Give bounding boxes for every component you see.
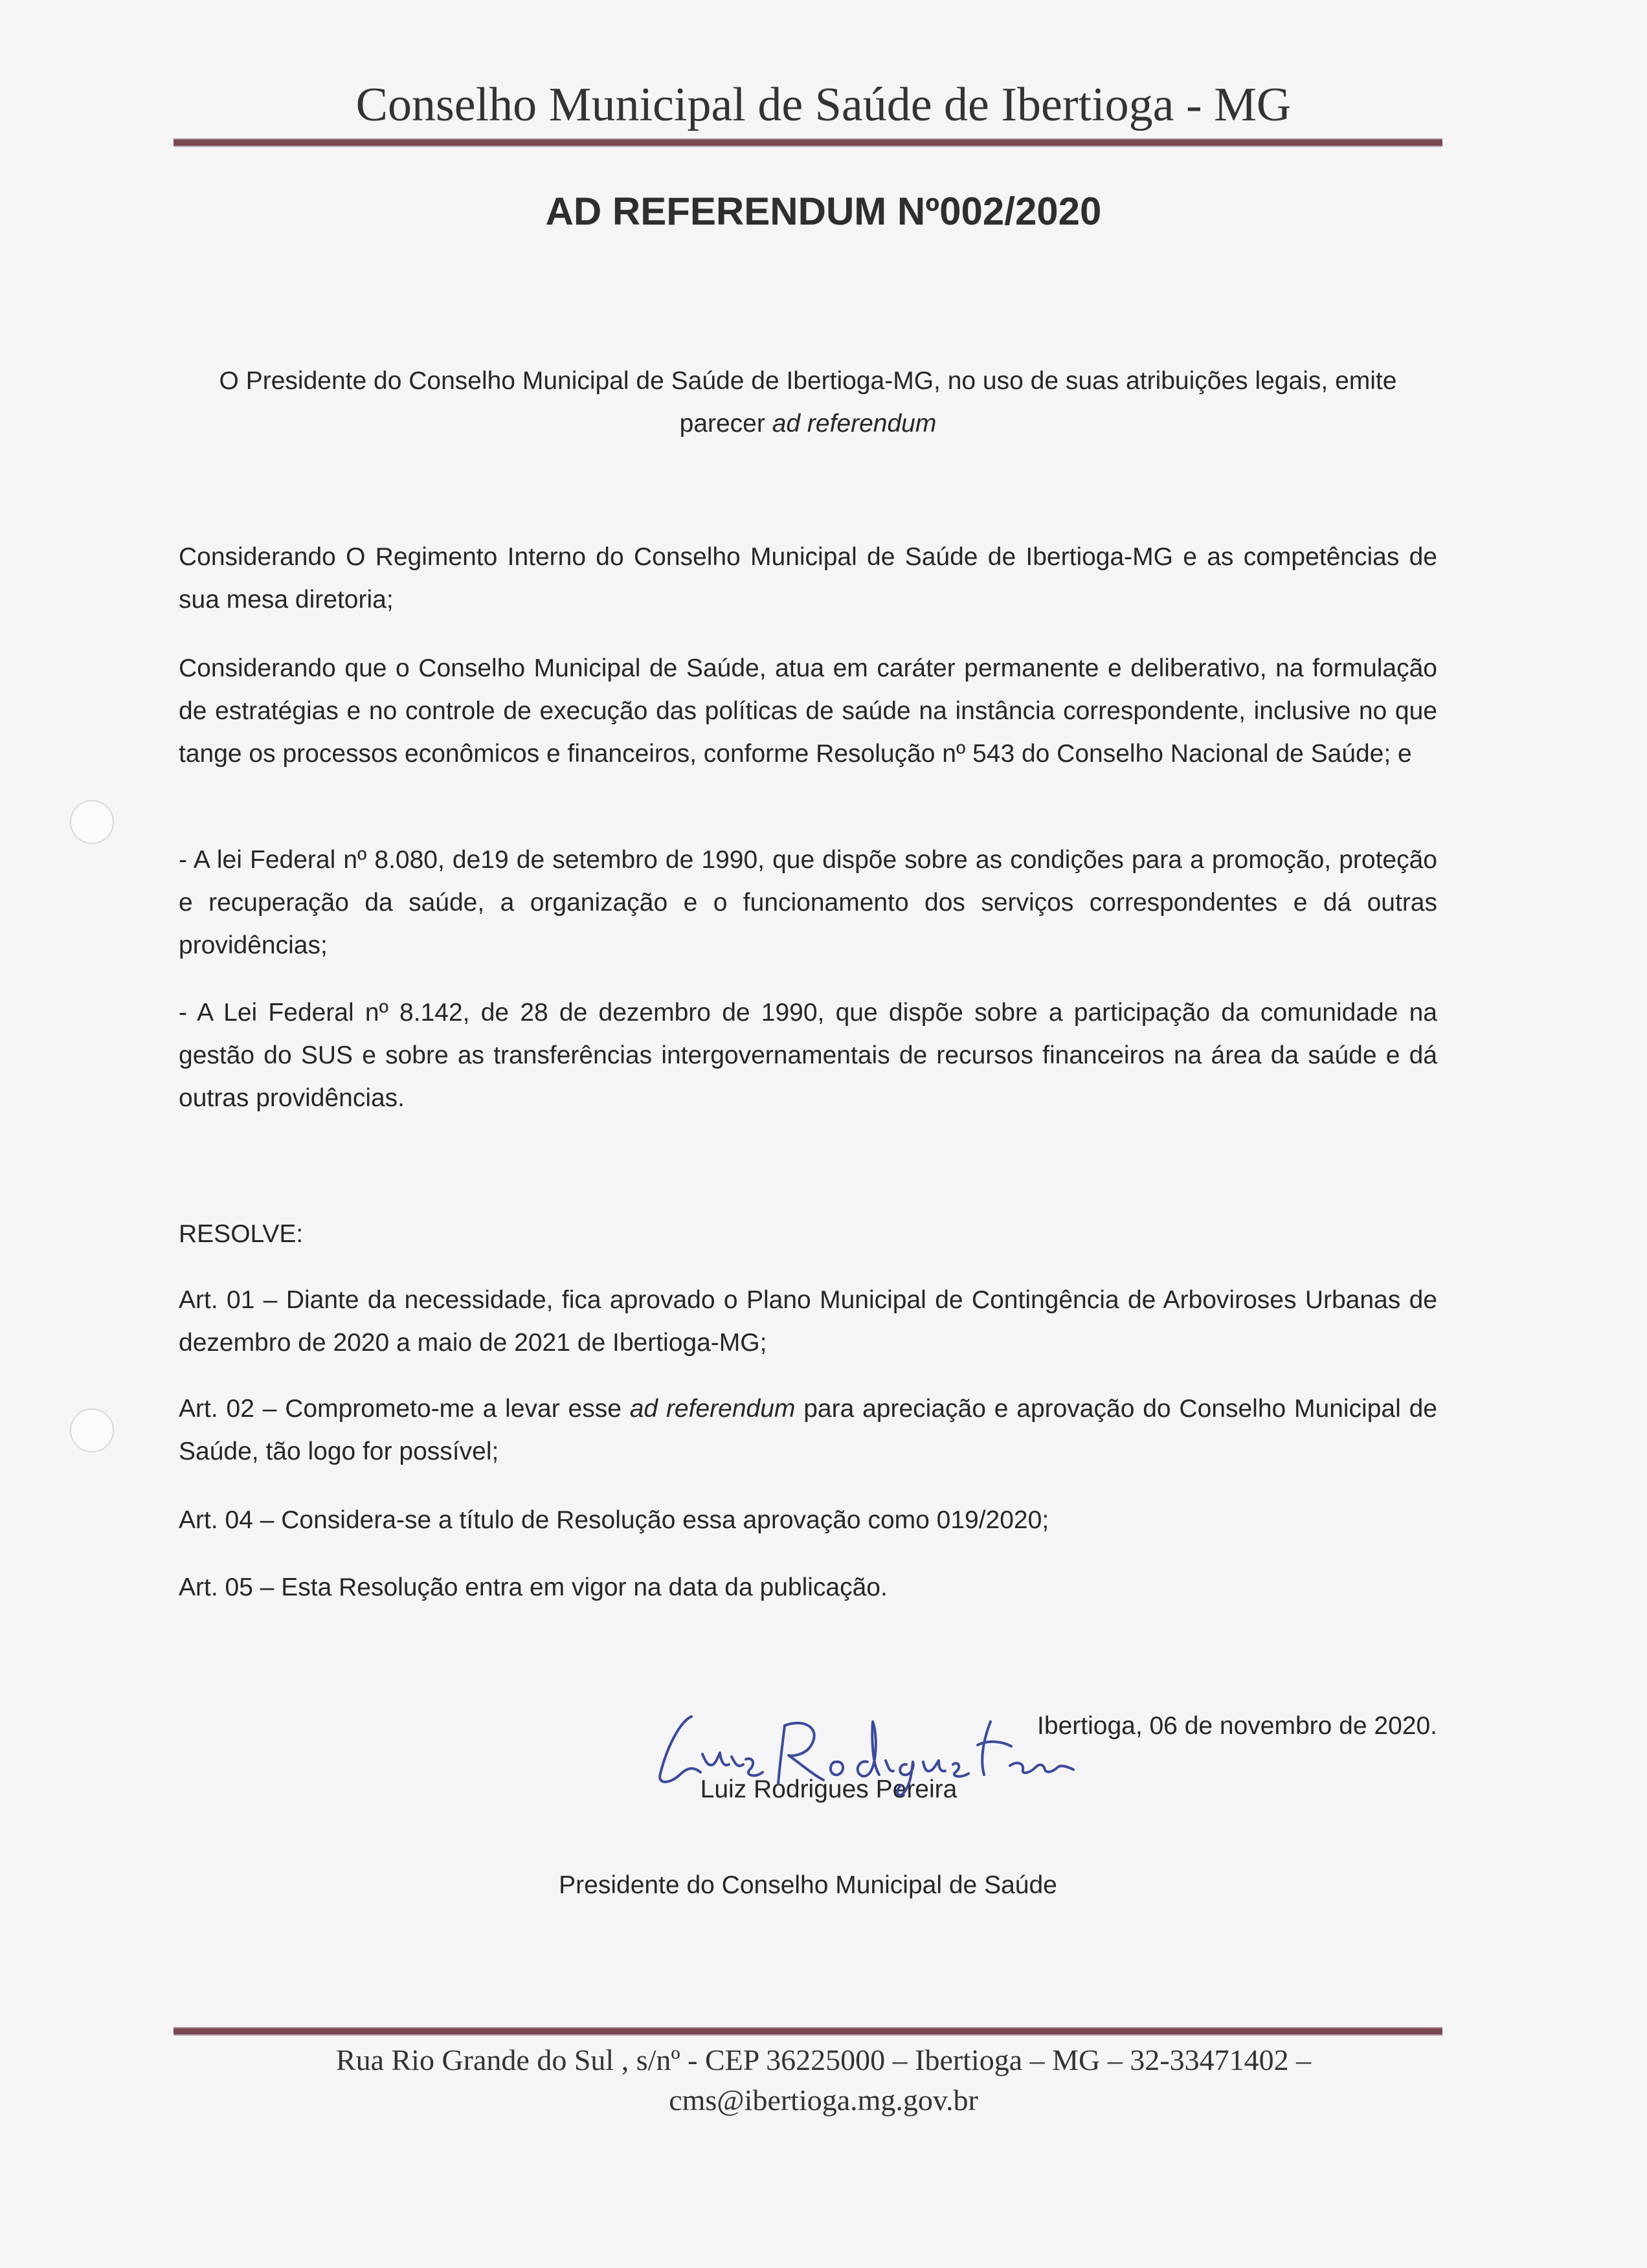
header-rule — [174, 139, 1442, 147]
considerando-2: Considerando que o Conselho Municipal de Saúde, atua em caráter permanente e deliberativo, na formulação de estratégias e no controle de execução das políticas de saúde na instância correspondente, inclusive no que tange os processos econômicos e financeiros, conforme Resolução nº 543 do Conselho Nacional de Saúde; e — [179, 654, 1437, 768]
punch-hole — [70, 800, 114, 844]
intro-text: O Presidente do Conselho Municipal de Saúde de Ibertioga-MG, no uso de suas atribuições legais, emite parecer — [219, 367, 1397, 438]
art-02-text: Art. 02 – Comprometo-me a levar esse — [179, 1395, 630, 1423]
footer-email: cms@ibertioga.mg.gov.br — [669, 2084, 978, 2117]
art-05: Art. 05 – Esta Resolução entra em vigor na data da publicação. — [179, 1573, 888, 1601]
lei-8080: - A lei Federal nº 8.080, de19 de setembro de 1990, que dispõe sobre as condições para a promoção, proteção e recuperação da saúde, a organização e o funcionamento dos serviços correspondentes e dá outras providências; — [179, 846, 1437, 959]
signer-role: Presidente do Conselho Municipal de Saúde — [559, 1871, 1057, 1899]
art-04: Art. 04 – Considera-se a título de Resolução essa aprovação como 019/2020; — [179, 1506, 1049, 1534]
punch-hole — [70, 1408, 114, 1452]
footer-address — [0, 2040, 1647, 2120]
signer-name: Luiz Rodrigues Pereira — [700, 1775, 958, 1803]
org-header-title: Conselho Municipal de Saúde de Ibertioga - MG — [355, 78, 1292, 131]
footer-address-line: Rua Rio Grande do Sul , s/nº - CEP 36225000 – Ibertioga – MG – 32-33471402 – — [335, 2043, 1312, 2076]
art-01: Art. 01 – Diante da necessidade, fica aprovado o Plano Municipal de Contingência de Arboviroses Urbanas de dezembro de 2020 a maio de 2021 de Ibertioga-MG; — [179, 1286, 1437, 1357]
art-02-text-end: para apreciação e aprovação do Conselho Municipal de Saúde, tão logo for possível; — [179, 1395, 1437, 1465]
art-02 — [179, 1388, 1437, 1473]
resolve-heading: RESOLVE: — [179, 1220, 304, 1248]
considerando-1: Considerando O Regimento Interno do Conselho Municipal de Saúde de Ibertioga-MG e as competências de sua mesa diretoria; — [179, 543, 1437, 614]
intro-italic: ad referendum — [772, 410, 937, 438]
handwritten-signature — [641, 1702, 1094, 1799]
date-line: Ibertioga, 06 de novembro de 2020. — [1037, 1712, 1437, 1740]
art-02-italic: ad referendum — [629, 1395, 796, 1423]
footer-rule — [174, 2027, 1442, 2036]
document-title: AD REFERENDUM Nº002/2020 — [545, 190, 1102, 233]
intro-paragraph — [179, 360, 1437, 445]
lei-8142: - A Lei Federal nº 8.142, de 28 de dezembro de 1990, que dispõe sobre a participação da comunidade na gestão do SUS e sobre as transferências intergovernamentais de recursos financeiros na área da saúde e dá outras providências. — [179, 999, 1437, 1112]
